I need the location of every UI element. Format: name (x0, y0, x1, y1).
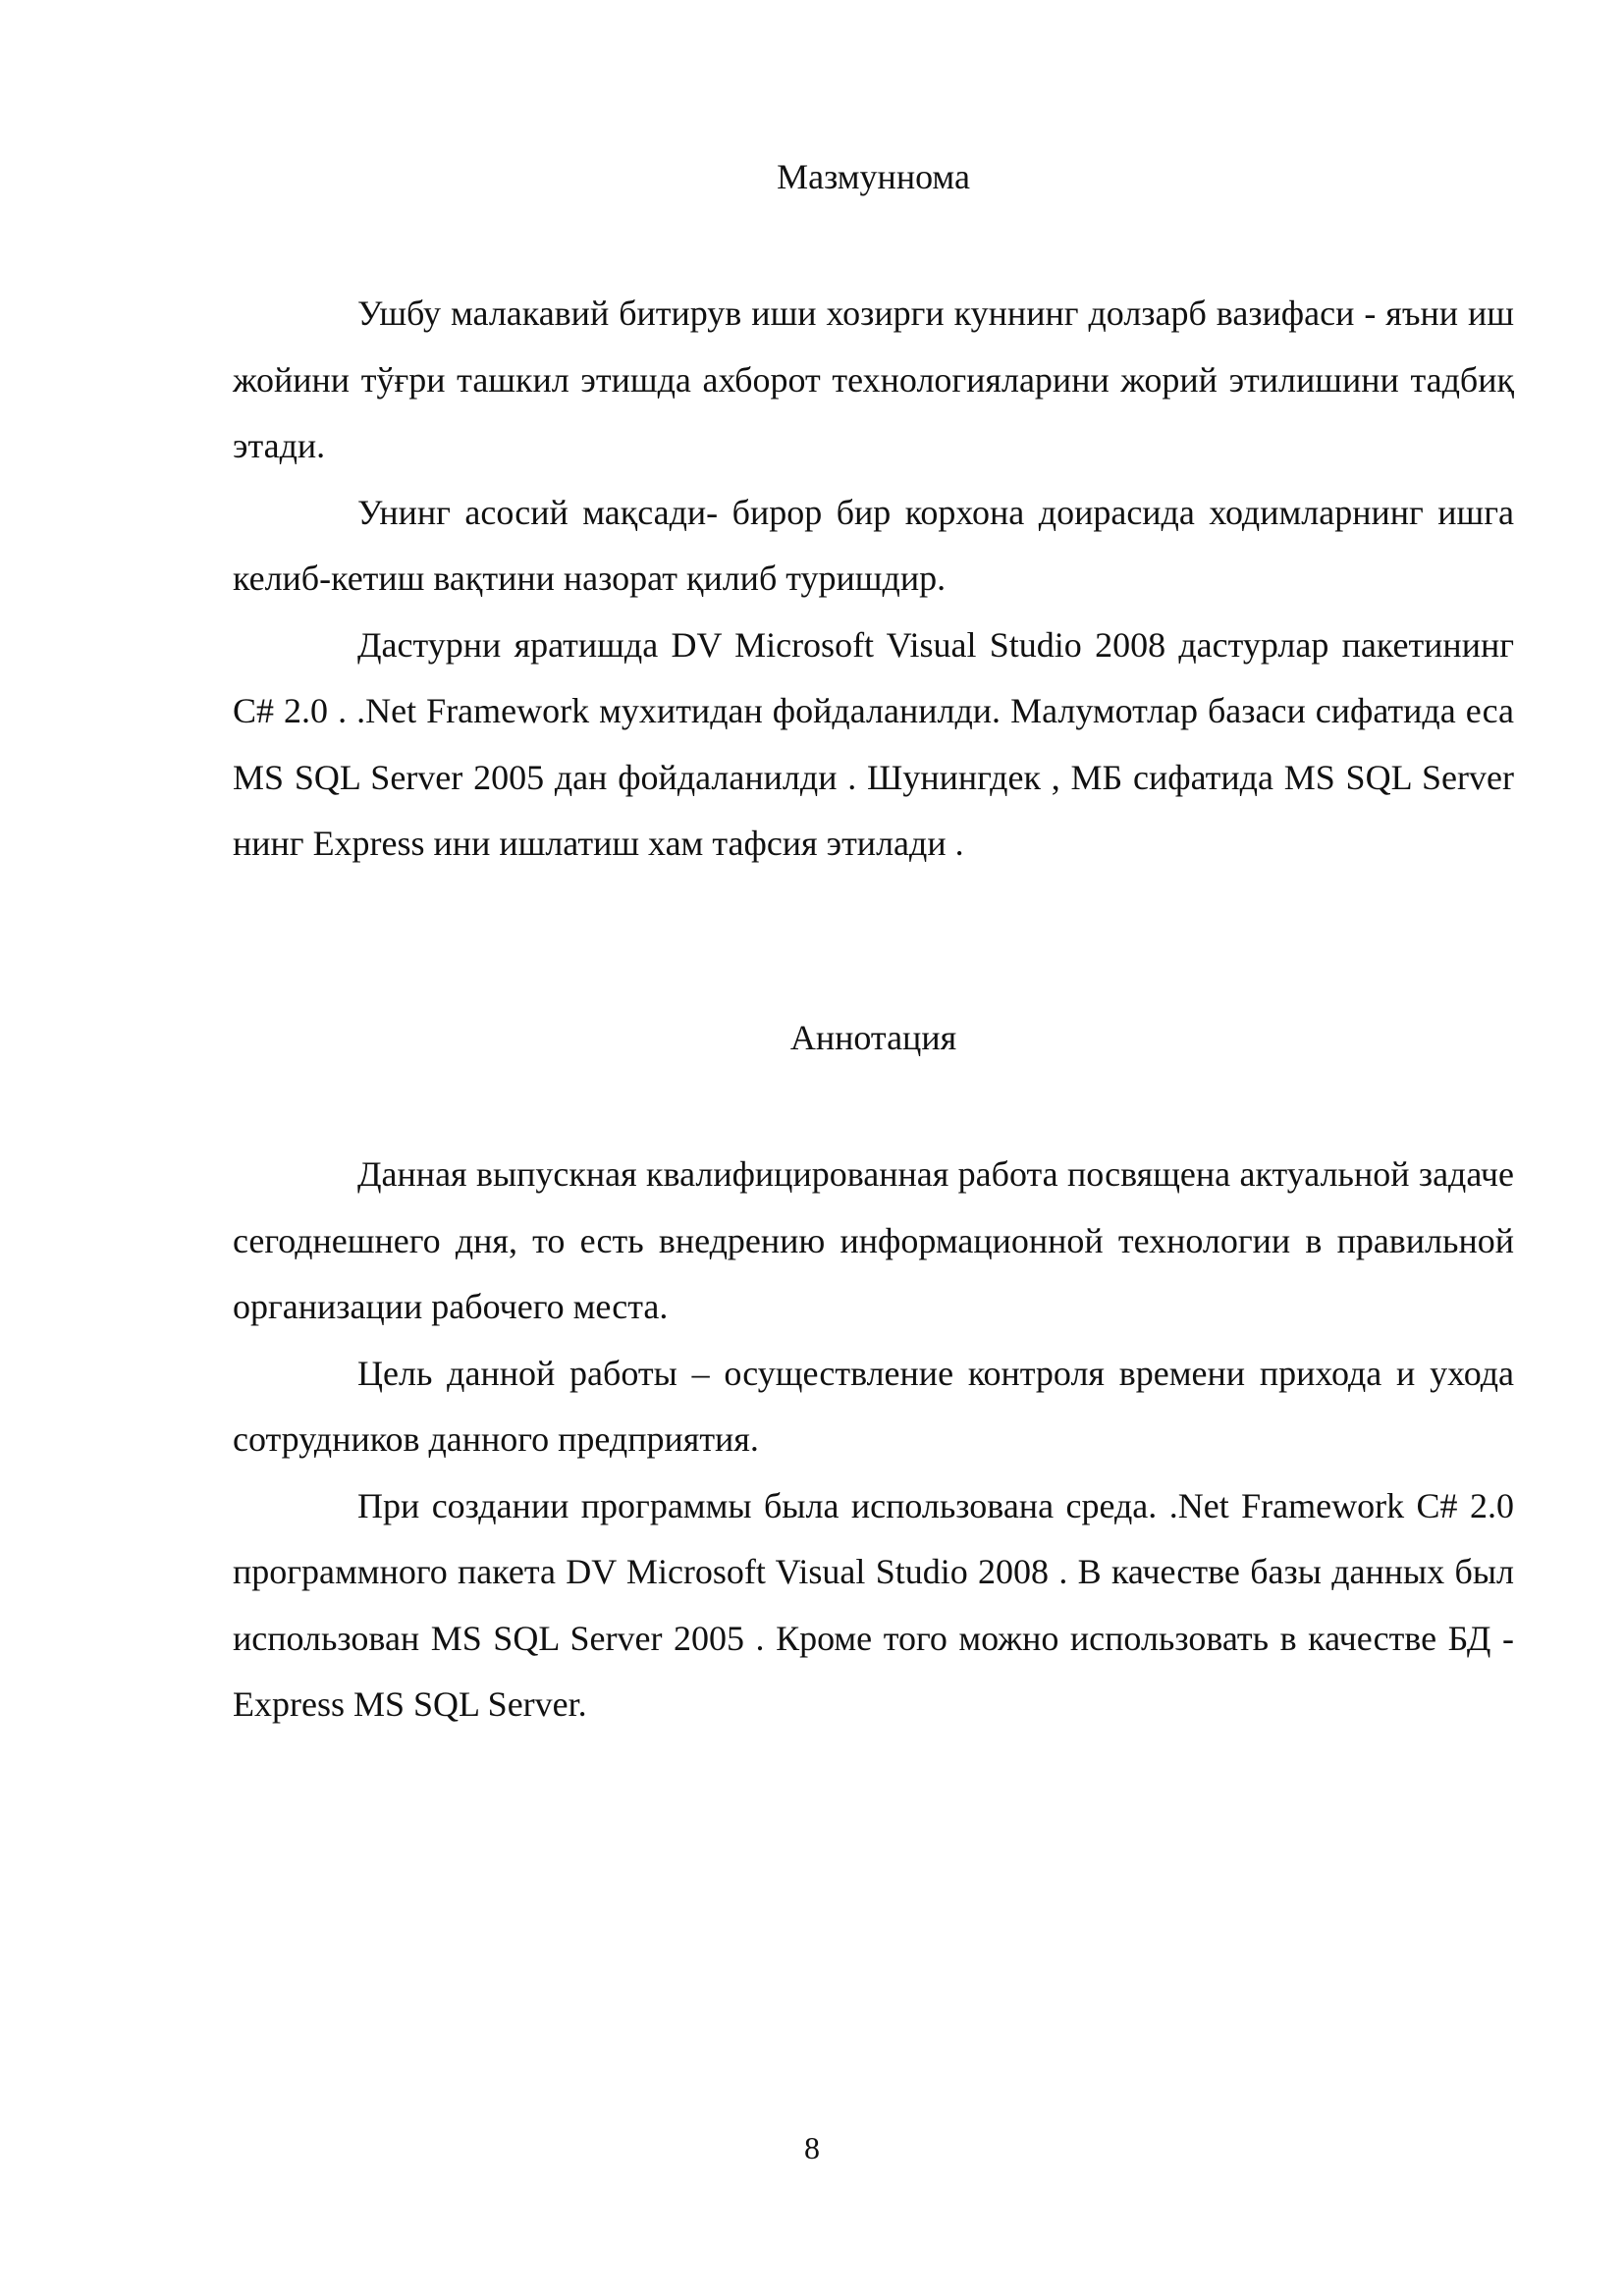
russian-paragraph-1: Данная выпускная квалифицированная работа посвящена актуальной задаче сегоднешнего дня, то есть внедрению информационной технологии в правильной организации рабочего места. (233, 1154, 1514, 1326)
russian-section-body (233, 1142, 1514, 1738)
russian-section-title: Аннотация (789, 1018, 957, 1057)
uzbek-paragraph-2: Унинг асосий мақсади- бирор бир корхона доирасида ходимларнинг ишга келиб-кетиш вақтини назорат қилиб туришдир. (233, 492, 1514, 598)
uzbek-paragraph-3: Дастурни яратишда DV Microsoft Visual Studio 2008 дастурлар пакетининг C# 2.0 . .Net Framework мухитидан фойдаланилди. Малумотлар базаси сифатида еса MS SQL Server 2005 дан фойдаланилди . Шунингдек , МБ сифатида MS SQL Server нинг Express ини ишлатиш хам тафсия этилади . (233, 624, 1514, 863)
uzbek-section-title: Мазмуннома (777, 157, 970, 196)
russian-paragraph-2: Цель данной работы – осуществление контроля времени прихода и ухода сотрудников данного предприятия. (233, 1353, 1514, 1459)
uzbek-paragraph-1: Ушбу малакавий битирув иши хозирги куннинг долзарб вазифаси - яъни иш жойини тўғри ташкил этишда ахборот технологияларини жорий этилишини тадбиқ этади. (233, 294, 1514, 465)
russian-paragraph-3: При создании программы была использована среда. .Net Framework C# 2.0 программного пакета DV Microsoft Visual Studio 2008 . В качестве базы данных был использован MS SQL Server 2005 . Кроме того можно использовать в качестве БД - Express MS SQL Server. (233, 1485, 1514, 1724)
uzbek-section-body (233, 281, 1514, 878)
page-number: 8 (804, 2130, 820, 2165)
